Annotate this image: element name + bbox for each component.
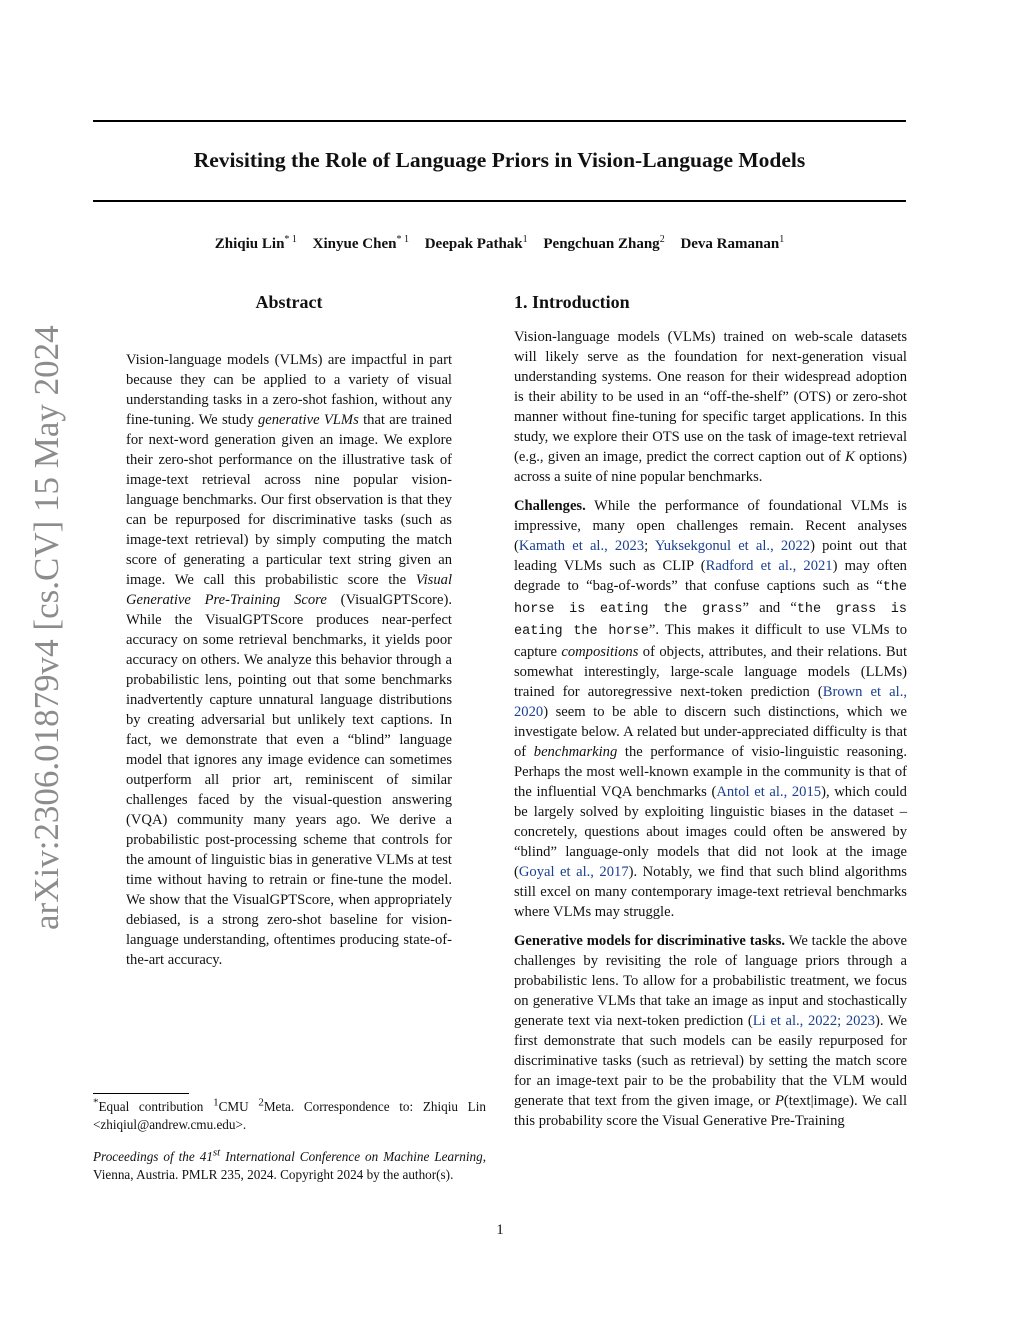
generative-paragraph: Generative models for discriminative tasks. We tackle the above challenges by revisiting the role of language priors through a probabilistic lens. To allow for a probabilistic treatment, we focus on generative VLMs that take an image as input and stochastically generate text via next-token prediction (Li et al., 2022; 2023). We first demonstrate that such models can be easily repurposed for discriminative tasks (such as retrieval) by setting the match score for an image-text pair to be the probability that the VLM would generate that text from the given image, or P(text|image). We call this probability score the Visual Generative Pre-Training — [514, 933, 907, 1129]
citation-link[interactable]: Li et al., 2022; 2023 — [752, 1013, 876, 1029]
citation-link[interactable]: Brown et al., 2020 — [514, 684, 907, 720]
author: Zhiqiu Lin$^{* 1}$ — [214, 234, 297, 252]
introduction-heading: 1. Introduction — [514, 292, 630, 312]
citation-link[interactable]: Radford et al., 2021 — [705, 558, 833, 574]
intro-paragraph: Vision-language models (VLMs) trained on web-scale datasets will likely serve as the foundation for next-generation visual understanding systems. One reason for their widespread adoption is their ability to be used in an “off-the-shelf” (OTS) or zero-shot manner without fine-tuning for specific target applications. In this study, we explore their OTS use on the task of image-text retrieval (e.g., given an image, predict the correct caption out of K options) across a suite of nine popular benchmarks. — [514, 329, 908, 485]
page-number: 1 — [496, 1222, 504, 1238]
citation-link[interactable]: Kamath et al., 2023 — [518, 538, 645, 554]
footnote: *Equal contribution $^1$CMU $^2$Meta. Correspondence to: Zhiqiu Lin <zhiqiul@andrew.cmu.edu>. — [93, 1096, 486, 1132]
arxiv-identifier-stamp: arXiv:2306.01879v4 [cs.CV] 15 May 2024 — [27, 325, 66, 930]
author: Xinyue Chen$^{* 1}$ — [312, 234, 409, 252]
author: Deva Ramanan$^1$ — [680, 234, 785, 252]
paper-title: Revisiting the Role of Language Priors in Vision-Language Models — [193, 148, 806, 172]
abstract-body: Vision-language models (VLMs) are impactful in part because they can be applied to a variety of visual understanding tasks in a zero-shot fashion, without any fine-tuning. We study generative VLMs that are trained for next-word generation given an image. We explore their zero-shot performance on the illustrative task of image-text retrieval across nine popular vision-language benchmarks. Our first observation is that they can be repurposed for discriminative tasks (such as image-text retrieval) by simply computing the match score of generating a particular text string given an image. We call this probabilistic score the Visual Generative Pre-Training Score (VisualGPTScore). While the VisualGPTScore produces near-perfect accuracy on some retrieval benchmarks, it yields poor accuracy on others. We analyze this behavior through a probabilistic lens, pointing out that some benchmarks inadvertently capture unnatural language distributions by creating adversarial but unlikely text captions. In fact, we demonstrate that even a “blind” language model that ignores any image evidence can sometimes outperform all prior art, reminiscent of similar challenges faced by the visual-question answering (VQA) community many years ago. We derive a probabilistic post-processing scheme that controls for the amount of linguistic bias in generative VLMs at test time without having to retrain or fine-tune the model. We show that the VisualGPTScore, when appropriately debiased, is a strong zero-shot baseline for vision-language understanding, oftentimes producing state-of-the-art accuracy. — [126, 352, 452, 968]
author: Pengchuan Zhang$^2$ — [543, 234, 665, 252]
citation-link[interactable]: Yuksekgonul et al., 2022 — [654, 538, 811, 554]
footnote-rule — [93, 1093, 189, 1094]
title-bottom-rule — [93, 200, 906, 202]
citation-link[interactable]: Goyal et al., 2017 — [518, 864, 629, 880]
challenges-paragraph: Challenges. While the performance of foundational VLMs is impressive, many open challenges remain. Recent analyses (Kamath et al., 2023; Yuksekgonul et al., 2022) point out that leading VLMs such as CLIP (Radford et al., 2021) may often degrade to “bag-of-words” that confuse captions such as “the horse is eating the grass” and “the grass is eating the horse”. This makes it difficult to use VLMs to capture compositions of objects, attributes, and their relations. But somewhat interestingly, large-scale language models (LLMs) trained for autoregressive next-token prediction (Brown et al., 2020) seem to be able to discern such distinctions, which we investigate below. A related but under-appreciated difficulty is that of benchmarking the performance of visio-linguistic reasoning. Perhaps the most well-known example in the community is that of the influential VQA benchmarks (Antol et al., 2015), which could be largely solved by exploiting linguistic biases in the dataset – concretely, questions about images could often be answered by “blind” language-only models that did not look at the image (Goyal et al., 2017). Notably, we find that such blind algorithms still excel on many contemporary image-text retrieval benchmarks where VLMs may struggle. — [514, 498, 908, 920]
abstract-heading: Abstract — [255, 292, 323, 312]
top-rule — [93, 120, 906, 122]
proceedings-note: Proceedings of the 41st International Conference on Machine Learning, Vienna, Austria. PMLR 235, 2024. Copyright 2024 by the author(s). — [93, 1146, 486, 1182]
author-list — [93, 236, 906, 253]
author: Deepak Pathak$^1$ — [424, 234, 528, 252]
introduction-body — [514, 327, 907, 1140]
citation-link[interactable]: Antol et al., 2015 — [716, 784, 822, 800]
